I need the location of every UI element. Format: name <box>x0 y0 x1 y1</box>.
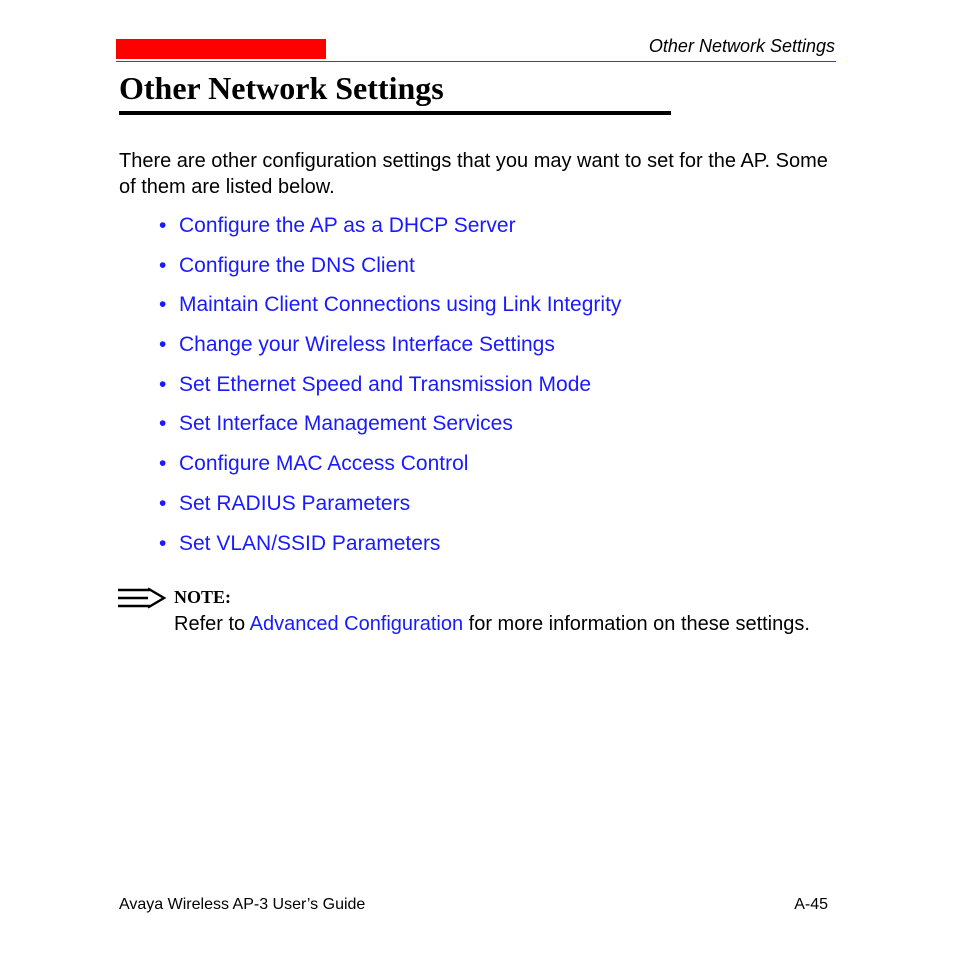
link-link-integrity[interactable]: Maintain Client Connections using Link Integrity <box>179 293 622 317</box>
bullet: • <box>159 412 167 436</box>
intro-paragraph: There are other configuration settings that you may want to set for the AP. Some of them are listed below. <box>119 150 828 198</box>
list-item <box>159 252 621 292</box>
bullet: • <box>159 531 167 555</box>
list-item <box>159 450 621 490</box>
list-item <box>159 291 621 331</box>
list-item <box>159 371 621 411</box>
bullet: • <box>159 372 167 396</box>
link-advanced-configuration[interactable]: Advanced Configuration <box>249 613 464 635</box>
page-title: Other Network Settings <box>119 70 444 106</box>
bullet: • <box>159 333 167 357</box>
list-item <box>159 331 621 371</box>
link-dns-client[interactable]: Configure the DNS Client <box>179 253 415 277</box>
bullet: • <box>159 491 167 515</box>
list-item <box>159 410 621 450</box>
list-item <box>159 530 621 570</box>
link-dhcp-server[interactable]: Configure the AP as a DHCP Server <box>179 214 516 237</box>
bullet: • <box>159 452 167 476</box>
running-header: Other Network Settings <box>648 36 835 56</box>
header-rule <box>116 61 836 62</box>
footer-guide-title: Avaya Wireless AP-3 User’s Guide <box>119 896 366 913</box>
bullet: • <box>159 293 167 317</box>
link-radius-parameters[interactable]: Set RADIUS Parameters <box>179 491 411 515</box>
footer-page-number: A-45 <box>794 896 828 913</box>
list-item <box>159 212 621 252</box>
header-accent-bar <box>116 39 326 59</box>
link-vlan-ssid-parameters[interactable]: Set VLAN/SSID Parameters <box>179 531 441 555</box>
bullet: • <box>159 253 167 277</box>
note-text-before: Refer to <box>174 613 250 635</box>
note-text-after: for more information on these settings. <box>463 613 810 635</box>
link-mac-access-control[interactable]: Configure MAC Access Control <box>179 452 469 476</box>
link-ethernet-speed[interactable]: Set Ethernet Speed and Transmission Mode <box>179 372 592 396</box>
link-interface-management[interactable]: Set Interface Management Services <box>179 412 513 436</box>
bullet: • <box>159 214 167 237</box>
note-arrow-icon <box>118 587 166 614</box>
link-wireless-interface[interactable]: Change your Wireless Interface Settings <box>179 333 555 357</box>
list-item <box>159 490 621 530</box>
title-underline <box>119 111 671 115</box>
note-label: NOTE: <box>174 587 232 607</box>
note-text <box>174 611 814 638</box>
settings-link-list <box>159 212 621 569</box>
